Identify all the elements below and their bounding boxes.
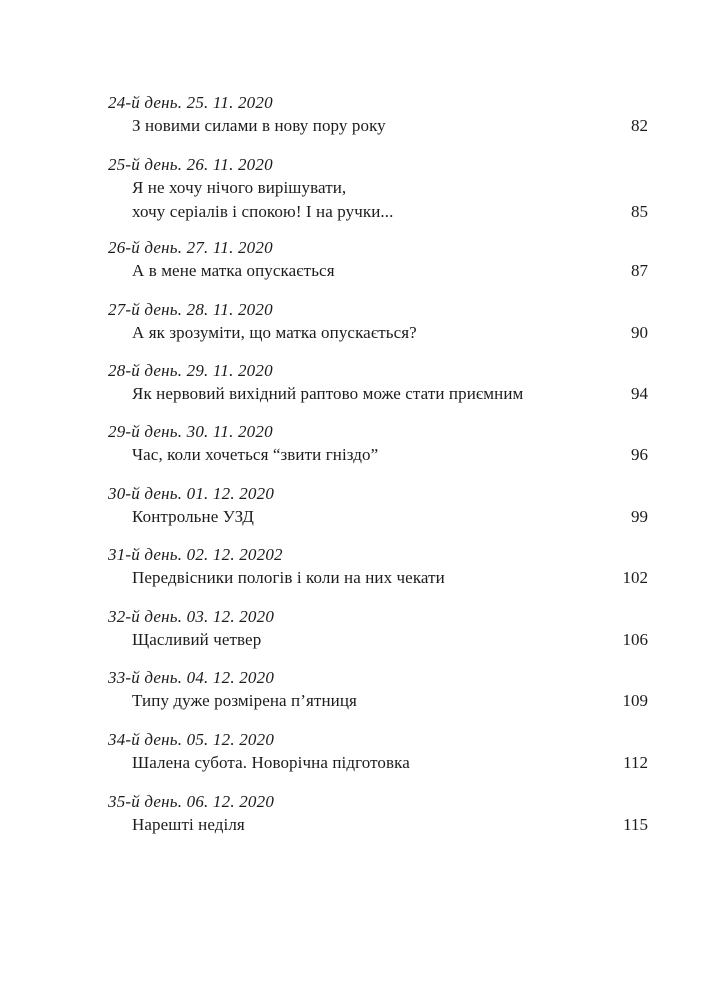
toc-entry-title-row [108, 751, 648, 775]
toc-entry-page-number: 90 [631, 323, 648, 342]
toc-entry-title-row [108, 114, 648, 138]
toc-entry-date: 30-й день. 01. 12. 2020 [108, 484, 275, 503]
toc-entry-title-row [108, 689, 648, 713]
toc-entry-title-row [108, 813, 648, 837]
toc-entry-title [132, 751, 410, 775]
toc-entry-title [132, 382, 523, 406]
toc-entry-date: 34-й день. 05. 12. 2020 [108, 730, 275, 749]
toc-entry-title [132, 813, 245, 837]
toc-entry-title-row [108, 443, 648, 467]
toc-entry-title-line: Щасливий четвер [132, 630, 262, 649]
toc-entry-title-line: Контрольне УЗД [132, 507, 254, 526]
toc-entry-page-number: 106 [622, 630, 648, 649]
toc-entry-title [132, 566, 445, 590]
toc-entry-page-number: 99 [631, 507, 648, 526]
toc-entry-title-line: Нарешті неділя [132, 815, 245, 834]
toc-entry [108, 92, 648, 138]
toc-entry-date: 28-й день. 29. 11. 2020 [108, 361, 273, 380]
toc-entry-date: 35-й день. 06. 12. 2020 [108, 792, 275, 811]
toc-entry-title-line: А в мене матка опускається [132, 261, 335, 280]
toc-entry-title [132, 176, 393, 224]
toc-entry-date: 26-й день. 27. 11. 2020 [108, 238, 273, 257]
toc-entry [108, 154, 648, 224]
toc-entry [108, 606, 648, 652]
toc-entry-page-number: 87 [631, 261, 648, 280]
toc-entry [108, 237, 648, 283]
toc-entry-title [132, 628, 261, 652]
toc-entry-date: 29-й день. 30. 11. 2020 [108, 422, 273, 441]
toc-entry-title-line: Як нервовий вихідний раптово може стати приємним [132, 384, 524, 403]
toc-entry-date: 33-й день. 04. 12. 2020 [108, 668, 275, 687]
toc-entry [108, 299, 648, 345]
toc-entry [108, 483, 648, 529]
toc-entry-title-row [108, 259, 648, 283]
toc-entry-date: 31-й день. 02. 12. 20202 [108, 545, 283, 564]
toc-entry-title-line: Я не хочу нічого вирішувати, [132, 178, 347, 197]
toc-entry [108, 421, 648, 467]
toc-entry-title-line: А як зрозуміти, що матка опускається? [132, 323, 417, 342]
toc-entry-title [132, 443, 378, 467]
toc-entry-title-row [108, 321, 648, 345]
toc-entry-page-number: 109 [622, 691, 648, 710]
toc-entry-page-number: 102 [622, 568, 648, 587]
toc-entry-date: 32-й день. 03. 12. 2020 [108, 607, 275, 626]
toc-entry-title-line: Час, коли хочеться “звити гніздо” [132, 445, 379, 464]
toc-entry-page-number: 96 [631, 445, 648, 464]
toc-entry-title [132, 505, 254, 529]
toc-entry-title [132, 259, 335, 283]
toc-entry-page-number: 82 [631, 116, 648, 135]
toc-entry [108, 791, 648, 837]
toc-entry-page-number: 85 [631, 202, 648, 221]
toc-entry-title-line: Шалена субота. Новорічна підготовка [132, 753, 410, 772]
toc-entry-title [132, 114, 386, 138]
toc-entry-page-number: 94 [631, 384, 648, 403]
toc-entry-title-row [108, 505, 648, 529]
toc-entry [108, 729, 648, 775]
toc-entry-title-row [108, 566, 648, 590]
toc-entry-page-number: 115 [623, 815, 648, 834]
toc-entry-title-line: Типу дуже розмірена п’ятниця [132, 691, 357, 710]
toc-entry-date: 24-й день. 25. 11. 2020 [108, 93, 273, 112]
toc-entry [108, 544, 648, 590]
toc-entry-date: 27-й день. 28. 11. 2020 [108, 300, 273, 319]
toc-entry-title [132, 321, 417, 345]
toc-entry [108, 360, 648, 406]
toc-entry-title-line: хочу серіалів і спокою! І на ручки... [132, 202, 394, 221]
toc-entry-title-row [108, 382, 648, 406]
toc-entry [108, 667, 648, 713]
toc-entry-title-row [108, 628, 648, 652]
toc-entry-title [132, 689, 357, 713]
toc-entry-title-row [108, 176, 648, 224]
toc-entry-page-number: 112 [623, 753, 648, 772]
toc-entry-title-line: Передвісники пологів і коли на них чекати [132, 568, 445, 587]
toc-entry-date: 25-й день. 26. 11. 2020 [108, 155, 273, 174]
toc-entry-title-line: З новими силами в нову пору року [132, 116, 386, 135]
